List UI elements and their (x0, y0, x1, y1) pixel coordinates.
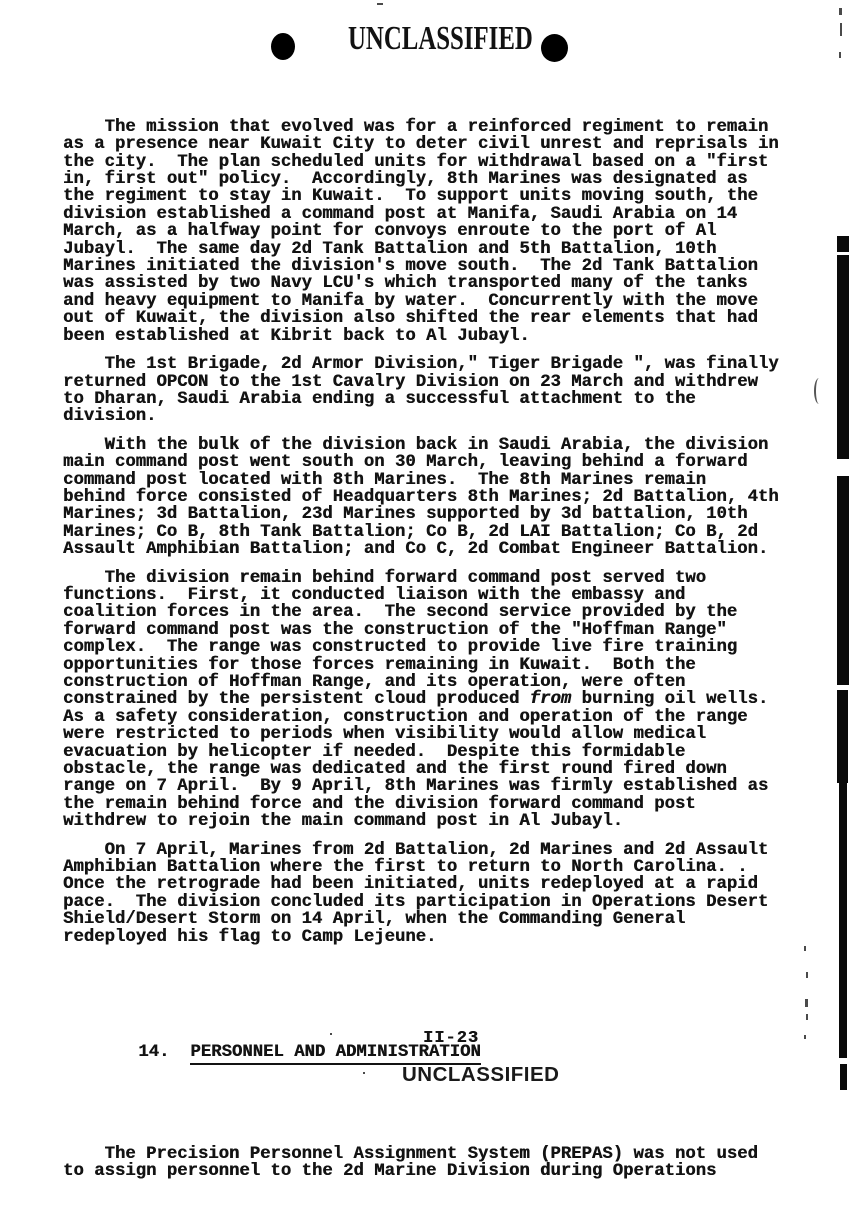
text-line: March, as a halfway point for convoys enroute to the port of Al (63, 222, 717, 242)
text-line: functions. First, it conducted liaison with the embassy and (63, 585, 686, 605)
text-line: pace. The division concluded its participation in Operations Desert (63, 892, 769, 912)
paragraph (63, 1146, 808, 1181)
scan-speck (839, 8, 842, 15)
classification-header-text: UNCLASSIFIED (348, 20, 533, 57)
text-line: behind force consisted of Headquarters 8th Marines; 2d Battalion, 4th (63, 487, 779, 507)
text-line: the city. The plan scheduled units for withdrawal based on a "first (63, 152, 769, 172)
text-line: The 1st Brigade, 2d Armor Division," Tiger Brigade ", was finally (63, 355, 779, 375)
page-number: II-23 (423, 1029, 480, 1048)
text-line: as a presence near Kuwait City to deter civil unrest and reprisals in (63, 135, 779, 155)
text-line: command post located with 8th Marines. The 8th Marines remain (63, 470, 706, 490)
text-line: constrained by the persistent cloud produced from burning oil wells. (63, 690, 769, 710)
scan-artifact (837, 690, 848, 783)
text-line: Assault Amphibian Battalion; and Co C, 2d Combat Engineer Battalion. (63, 540, 769, 560)
text-line: the regiment to stay in Kuwait. To support units moving south, the (63, 187, 758, 207)
scan-artifact (837, 255, 849, 459)
text-line: withdrew to rejoin the main command post in Al Jubayl. (63, 812, 624, 832)
text-line: With the bulk of the division back in Saudi Arabia, the division (63, 435, 769, 455)
scan-artifact (837, 476, 849, 685)
scan-artifact (840, 1064, 847, 1090)
scan-paren-mark (814, 378, 824, 404)
text-line: division established a command post at Manifa, Saudi Arabia on 14 (63, 204, 738, 224)
scan-speck (363, 1072, 365, 1074)
text-line: Shield/Desert Storm on 14 April, when the Commanding General (63, 910, 686, 930)
stamp-dot-left-icon (271, 33, 295, 60)
text-line: coalition forces in the area. The second service provided by the (63, 603, 738, 623)
text-line: the remain behind force and the division forward command post (63, 794, 696, 814)
text-line: complex. The range was constructed to provide live fire training (63, 638, 738, 658)
section-title: PERSONNEL AND ADMINISTRATION (190, 1043, 480, 1065)
paragraphs-host (63, 119, 808, 946)
scan-speck (377, 3, 383, 5)
paragraph (63, 570, 808, 831)
scan-speck (806, 972, 808, 978)
paragraph (63, 842, 808, 946)
scan-speck (840, 23, 842, 36)
paragraph (63, 437, 808, 559)
scan-speck (839, 52, 841, 58)
text-line: Once the retrograde had been initiated, units redeployed at a rapid (63, 875, 758, 895)
text-line: The division remain behind forward command post served two (63, 568, 706, 588)
text-line: division. (63, 407, 157, 427)
text-line: evacuation by helicopter if needed. Despite this formidable (63, 742, 686, 762)
closing-paragraph-host (63, 1146, 808, 1181)
text-line: were restricted to periods when visibility would allow medical (63, 725, 706, 745)
text-line: in, first out" policy. Accordingly, 8th Marines was designated as (63, 170, 748, 190)
scan-speck (804, 946, 806, 951)
text-line: Marines; 3d Battalion, 23d Marines supported by 3d battalion, 10th (63, 505, 748, 525)
text-line: range on 7 April. By 9 April, 8th Marines was firmly established as (63, 777, 769, 797)
text-line: forward command post was the construction of the "Hoffman Range" (63, 620, 727, 640)
text-line: opportunities for those forces remaining in Kuwait. Both the (63, 655, 696, 675)
text-line: On 7 April, Marines from 2d Battalion, 2d Marines and 2d Assault (63, 840, 769, 860)
text-line: Marines initiated the division's move south. The 2d Tank Battalion (63, 257, 758, 277)
scan-speck (805, 999, 808, 1007)
text-line: obstacle, the range was dedicated and the first round fired down (63, 760, 727, 780)
text-line: returned OPCON to the 1st Cavalry Division on 23 March and withdrew (63, 372, 758, 392)
text-line: Amphibian Battalion where the first to return to North Carolina. . (63, 858, 748, 878)
section-number: 14. (138, 1042, 170, 1062)
text-line: was assisted by two Navy LCU's which transported many of the tanks (63, 274, 748, 294)
paragraph (63, 119, 808, 345)
scan-speck (806, 1014, 808, 1020)
scan-artifact (837, 236, 849, 252)
stamp-dot-right-icon (541, 34, 568, 62)
text-line: As a safety consideration, construction and operation of the range (63, 707, 748, 727)
text-line: and heavy equipment to Manifa by water. Concurrently with the move (63, 291, 758, 311)
classification-footer-text: UNCLASSIFIED (402, 1063, 560, 1086)
text-line: out of Kuwait, the division also shifted the rear elements that had (63, 309, 758, 329)
text-line: Marines; Co B, 8th Tank Battalion; Co B, 2d LAI Battalion; Co B, 2d (63, 522, 758, 542)
text-line: main command post went south on 30 March, leaving behind a forward (63, 453, 748, 473)
text-line: Jubayl. The same day 2d Tank Battalion and 5th Battalion, 10th (63, 239, 717, 259)
text-line: construction of Hoffman Range, and its operation, were often (63, 673, 686, 692)
text-line: to Dharan, Saudi Arabia ending a successful attachment to the (63, 389, 696, 409)
text-line: The Precision Personnel Assignment System (PREPAS) was not used (63, 1144, 758, 1164)
scan-artifact (839, 783, 847, 1058)
text-line: been established at Kibrit back to Al Jubayl. (63, 326, 530, 346)
document-body (63, 84, 808, 1226)
text-line: redeployed his flag to Camp Lejeune. (63, 927, 437, 947)
text-line: to assign personnel to the 2d Marine Division during Operations (63, 1162, 717, 1182)
paragraph (63, 356, 808, 426)
text-line: The mission that evolved was for a reinforced regiment to remain (63, 117, 769, 137)
scan-speck (804, 1035, 806, 1039)
scan-speck (330, 1033, 332, 1035)
